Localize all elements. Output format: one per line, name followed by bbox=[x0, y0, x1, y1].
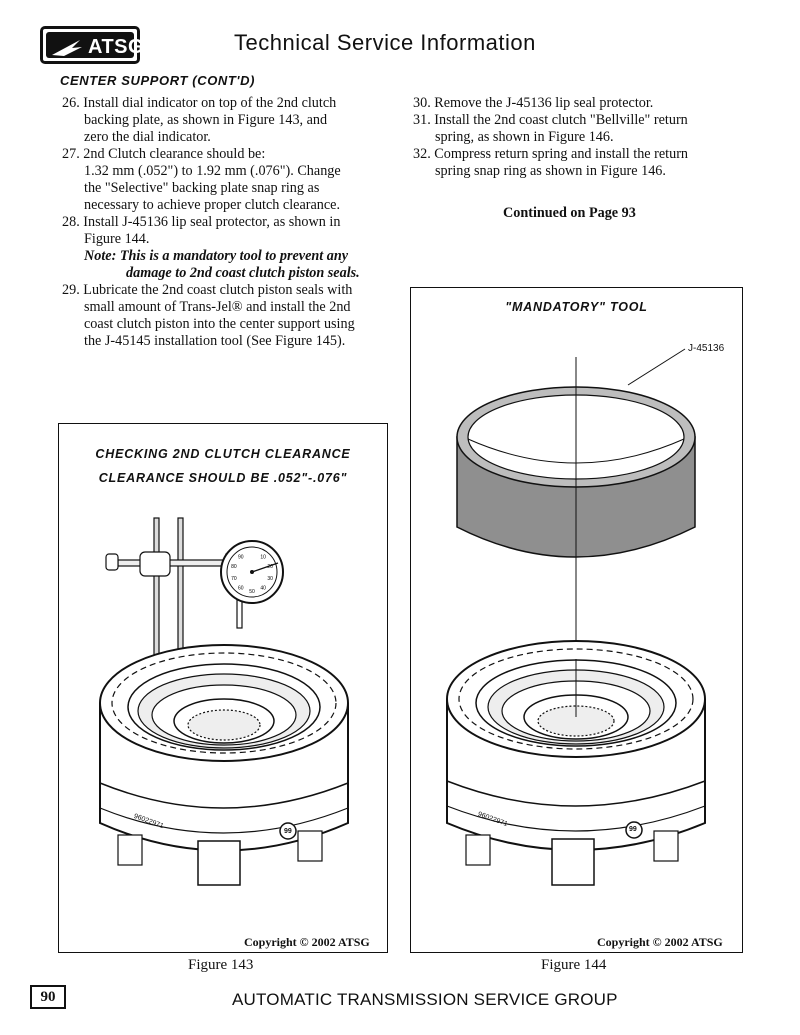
dial-tick-label: 50 bbox=[249, 589, 255, 595]
dial-tick-label: 60 bbox=[238, 585, 244, 592]
figure-144-copyright: Copyright © 2002 ATSG bbox=[597, 935, 723, 949]
dial-tick-label: 20 bbox=[267, 564, 273, 571]
center-support-assembly bbox=[100, 645, 348, 885]
figure-144-heading: "MANDATORY" TOOL bbox=[505, 300, 648, 314]
step-31-line-2: spring, as shown in Figure 146. bbox=[435, 129, 614, 145]
eagle-icon bbox=[50, 37, 84, 59]
tool-label-j45136: J-45136 bbox=[688, 343, 725, 354]
figure-143-caption: Figure 143 bbox=[188, 957, 254, 973]
left-column bbox=[62, 95, 407, 350]
figure-144-part-number: 96022971 bbox=[476, 810, 509, 829]
page-title: Technical Service Information bbox=[234, 30, 536, 55]
figure-143-heading-1: CHECKING 2ND CLUTCH CLEARANCE bbox=[95, 447, 351, 461]
step-31-line-1: 31. Install the 2nd coast clutch "Bellville" return bbox=[413, 112, 688, 128]
dial-tick-label: 10 bbox=[260, 554, 266, 561]
figure-144-caption: Figure 144 bbox=[541, 957, 607, 973]
step-26-line-2: backing plate, as shown in Figure 143, and bbox=[84, 112, 328, 128]
note-line-2: damage to 2nd coast clutch piston seals. bbox=[126, 265, 360, 281]
figure-143-illustration bbox=[58, 423, 388, 953]
step-32-line-1: 32. Compress return spring and install the return bbox=[413, 146, 689, 162]
step-32-line-2: spring snap ring as shown in Figure 146. bbox=[435, 163, 666, 179]
step-26-line-3: zero the dial indicator. bbox=[84, 129, 211, 145]
lip-seal-protector bbox=[457, 357, 695, 659]
figure-144-illustration bbox=[410, 287, 743, 953]
step-29-line-4: the J-45145 installation tool (See Figure 145). bbox=[84, 333, 346, 349]
dial-tick-label: 40 bbox=[260, 585, 266, 592]
section-heading: CENTER SUPPORT (CONT'D) bbox=[60, 73, 256, 88]
dial-tick-label: 80 bbox=[231, 564, 237, 571]
step-28-line-2: Figure 144. bbox=[84, 231, 150, 247]
step-29-line-1: 29. Lubricate the 2nd coast clutch piston seals with bbox=[62, 282, 353, 298]
center-support-assembly bbox=[447, 641, 705, 885]
step-29-line-2: small amount of Trans-Jel® and install the 2nd bbox=[84, 299, 351, 315]
dial-tick-label: 30 bbox=[267, 575, 273, 582]
step-28-line-1: 28. Install J-45136 lip seal protector, as shown in bbox=[62, 214, 341, 230]
figure-143-casting-mark: 99 bbox=[284, 828, 292, 835]
step-27-line-3: the "Selective" backing plate snap ring as bbox=[84, 180, 320, 196]
figure-143-heading-2: CLEARANCE SHOULD BE .052"-.076" bbox=[98, 471, 348, 485]
footer-text: AUTOMATIC TRANSMISSION SERVICE GROUP bbox=[232, 990, 618, 1009]
step-27-line-4: necessary to achieve proper clutch clearance. bbox=[84, 197, 341, 213]
continued-note: Continued on Page 93 bbox=[503, 205, 636, 221]
step-26-line-1: 26. Install dial indicator on top of the 2nd clutch bbox=[62, 95, 337, 111]
note-line-1: Note: This is a mandatory tool to prevent any bbox=[84, 248, 349, 264]
figure-143-copyright: Copyright © 2002 ATSG bbox=[244, 935, 370, 949]
page-number: 90 bbox=[30, 985, 66, 1009]
dial-tick-label: 70 bbox=[231, 575, 237, 582]
step-30: 30. Remove the J-45136 lip seal protector. bbox=[413, 95, 654, 111]
figure-143-part-number: 96022971 bbox=[132, 812, 165, 831]
figure-144-casting-mark: 99 bbox=[629, 826, 637, 833]
atsg-logo bbox=[40, 26, 145, 64]
step-27-line-1: 27. 2nd Clutch clearance should be: bbox=[62, 146, 266, 162]
right-column bbox=[413, 95, 753, 180]
step-27-line-2: 1.32 mm (.052") to 1.92 mm (.076"). Change bbox=[84, 163, 341, 179]
dial-tick-label: 90 bbox=[238, 554, 244, 561]
step-29-line-3: coast clutch piston into the center support using bbox=[84, 316, 355, 332]
logo-text: ATSG bbox=[88, 36, 145, 58]
